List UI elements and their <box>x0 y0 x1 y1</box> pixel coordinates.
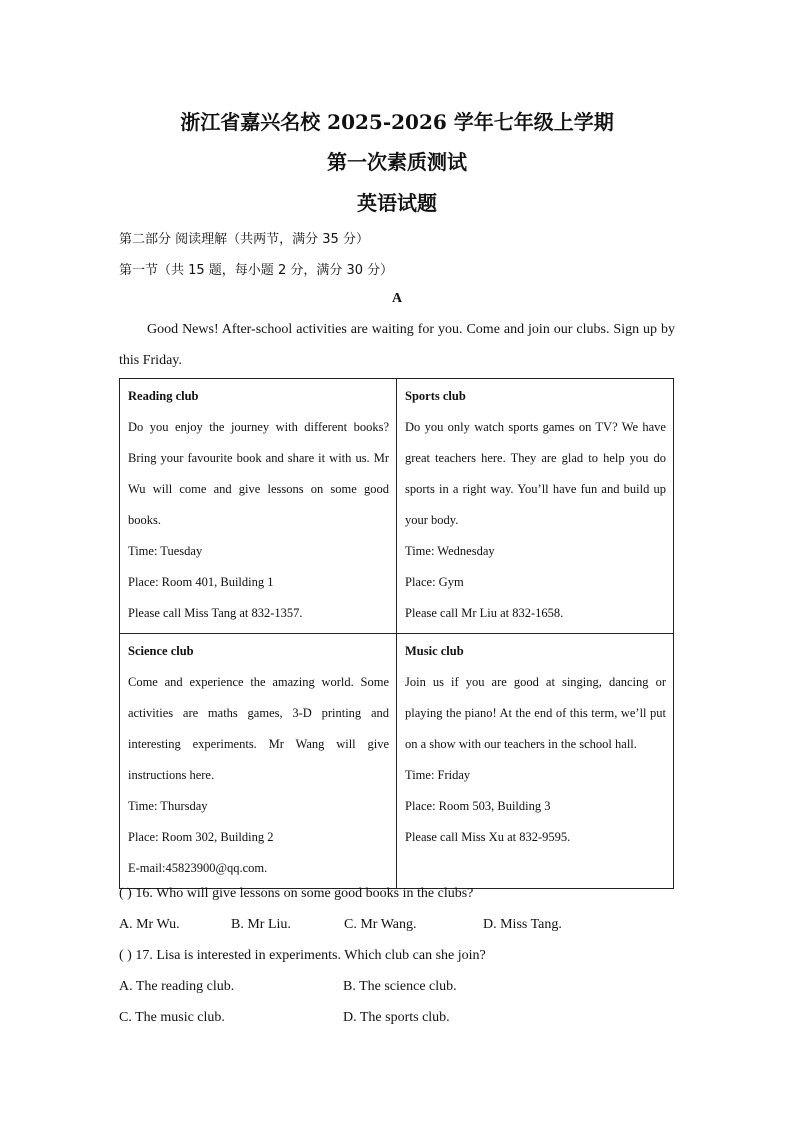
club-description: Do you enjoy the journey with different books? Bring your favourite book and share it with us. Mr Wu will come and give lessons on some good books. <box>128 420 389 527</box>
club-cell-reading <box>120 379 397 634</box>
club-place: Place: Room 302, Building 2 <box>128 830 274 844</box>
club-time: Time: Thursday <box>128 799 208 813</box>
club-place: Place: Room 401, Building 1 <box>128 575 274 589</box>
exam-title-line3: 英语试题 <box>357 191 437 215</box>
question-17-option-d[interactable]: D. The sports club. <box>343 1010 450 1025</box>
club-name: Sports club <box>405 389 466 403</box>
club-name: Reading club <box>128 389 199 403</box>
club-place: Place: Gym <box>405 575 464 589</box>
club-contact: E-mail:45823900@qq.com. <box>128 861 268 875</box>
question-16-stem: ( ) 16. Who will give lessons on some good books in the clubs? <box>119 886 474 901</box>
exam-title-line2: 第一次素质测试 <box>327 150 467 174</box>
club-cell-science <box>120 634 397 889</box>
club-name: Science club <box>128 644 194 658</box>
section-part-heading: 第二部分 阅读理解（共两节，满分 35 分） <box>119 232 369 247</box>
passage-intro: Good News! After-school activities are waiting for you. Come and join our clubs. Sign up by this Friday. <box>119 322 675 368</box>
club-cell-music <box>397 634 674 889</box>
club-description: Do you only watch sports games on TV? We have great teachers here. They are glad to help you do sports in a right way. You’ll have fun and build up your body. <box>405 420 666 527</box>
question-16-option-b[interactable]: B. Mr Liu. <box>231 917 291 932</box>
exam-title-line1: 浙江省嘉兴名校 2025-2026 学年七年级上学期 <box>180 110 614 134</box>
clubs-table <box>119 378 674 889</box>
question-16-option-c[interactable]: C. Mr Wang. <box>344 917 417 932</box>
club-name: Music club <box>405 644 464 658</box>
question-17-option-c[interactable]: C. The music club. <box>119 1010 225 1025</box>
section-subsection-heading: 第一节（共 15 题，每小题 2 分，满分 30 分） <box>119 263 394 278</box>
club-contact: Please call Miss Tang at 832-1357. <box>128 606 303 620</box>
club-cell-sports <box>397 379 674 634</box>
club-time: Time: Wednesday <box>405 544 495 558</box>
question-16-option-d[interactable]: D. Miss Tang. <box>483 917 562 932</box>
question-17-stem: ( ) 17. Lisa is interested in experiments. Which club can she join? <box>119 948 486 963</box>
question-16-option-a[interactable]: A. Mr Wu. <box>119 917 180 932</box>
question-17-option-a[interactable]: A. The reading club. <box>119 979 235 994</box>
club-description: Come and experience the amazing world. Some activities are maths games, 3-D printing and interesting experiments. Mr Wang will give instructions here. <box>128 675 389 782</box>
club-contact: Please call Miss Xu at 832-9595. <box>405 830 571 844</box>
passage-label: A <box>391 291 403 306</box>
club-place: Place: Room 503, Building 3 <box>405 799 551 813</box>
club-contact: Please call Mr Liu at 832-1658. <box>405 606 564 620</box>
question-17-option-b[interactable]: B. The science club. <box>343 979 457 994</box>
club-description: Join us if you are good at singing, dancing or playing the piano! At the end of this term, we’ll put on a show with our teachers in the school hall. <box>405 675 666 751</box>
club-time: Time: Friday <box>405 768 471 782</box>
club-time: Time: Tuesday <box>128 544 203 558</box>
